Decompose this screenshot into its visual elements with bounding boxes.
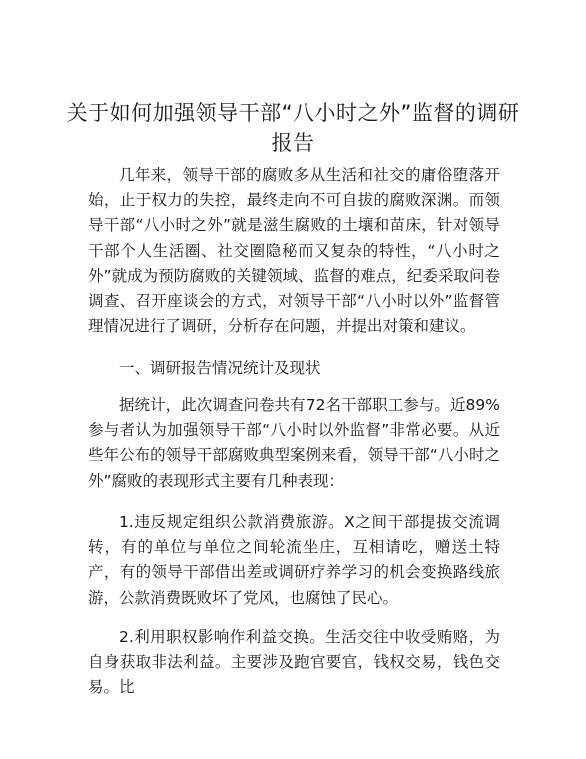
item-1-paragraph: 1.违反规定组织公款消费旅游。X之间干部提拔交流调转，有的单位与单位之间轮流坐庄，互相请吃，赠送土特产，有的领导干部借出差或调研疗养学习的机会变换路线旅游，公款消费既败坏了党风，也腐蚀了民心。: [88, 513, 500, 607]
intro-paragraph: 几年来，领导干部的腐败多从生活和社交的庸俗堕落开始，止于权力的失控，最终走向不可自拔的腐败深渊。而领导干部“八小时之外”就是滋生腐败的土壤和苗床，针对领导干部个人生活圈、社交圈隐秘而又复杂的特性，“八小时之外”就成为预防腐败的关键领域、监督的难点，纪委采取问卷调查、召开座谈会的方式，对领导干部“八小时以外”监督管理情况进行了调研，分析存在问题，并提出对策和建议。: [88, 166, 500, 336]
section-heading: 一、调研报告情况统计及现状: [119, 359, 321, 377]
statistics-paragraph: 据统计，此次调查问卷共有72名干部职工参与。近89%参与者认为加强领导干部“八小时以外监督”非常必要。从近些年公布的领导干部腐败典型案例来看，领导干部“八小时之外”腐败的表现形式主要有几种表现：: [88, 396, 500, 490]
item-2-paragraph: 2.利用职权影响作利益交换。生活交往中收受贿赂，为自身获取非法利益。主要涉及跑官要官，钱权交易，钱色交易。比: [88, 628, 500, 697]
document-title: 关于如何加强领导干部“八小时之外”监督的调研报告: [66, 101, 520, 155]
